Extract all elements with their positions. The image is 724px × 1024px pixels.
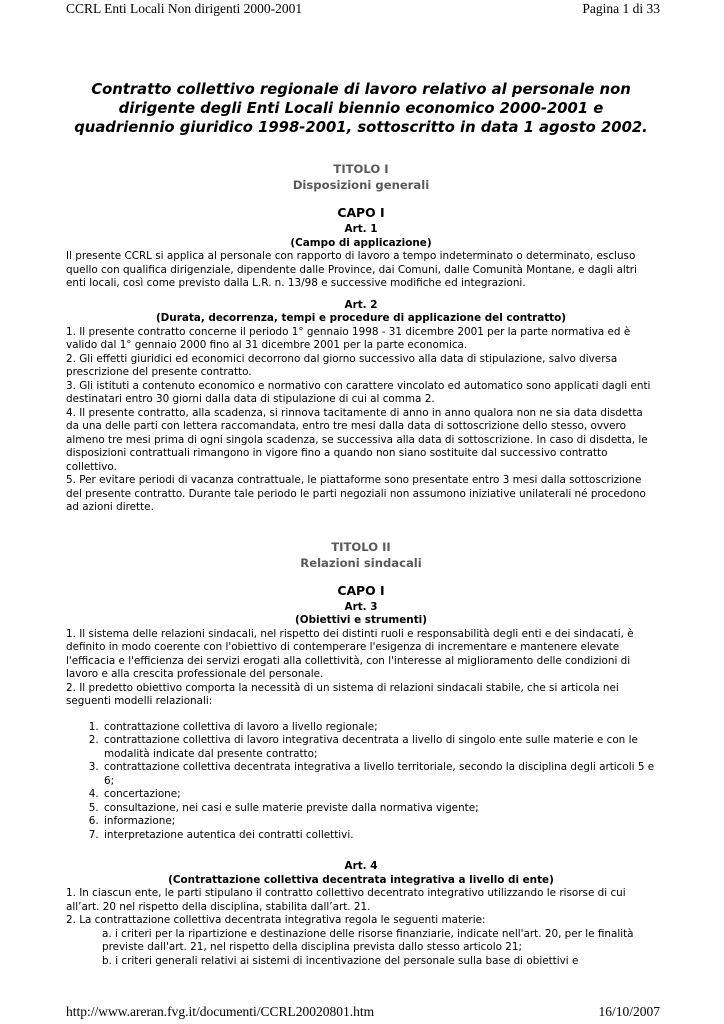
article-paragraph: Il presente CCRL si applica al personale con rapporto di lavoro a tempo indeterminato o determinato, escluso quello con qualifica dirigenziale, dipendente dalle Province, dai Comuni, dalle Comunità Montane, e dagli altri enti locali, così come previsto dalla L.R. n. 13/98 e successive modifiche ed integrazioni. — [66, 250, 637, 289]
list-item: b. i criteri generali relativi ai sistemi di incentivazione del personale sulla base di obiettivi e — [102, 954, 579, 967]
article-paragraph: 4. Il presente contratto, alla scadenza, si rinnova tacitamente di anno in anno qualora non ne sia data disdetta da una delle parti con lettera raccomandata, entro tre mesi dalla data di sottoscrizione dello stesso, ovvero almeno tre mesi prima di ogni singola scadenza, se successiva alla data di sottoscrizione. In caso di disdetta, le disposizioni contrattuali rimangono in vigore fino a quando non siano sostituite dal successivo contratto collettivo. — [66, 406, 648, 473]
list-item: 3. contrattazione collettiva decentrata integrativa a livello territoriale, secondo la disciplina degli articoli 5 e 6; — [102, 761, 656, 788]
article-title: (Obiettivi e strumenti) — [295, 614, 427, 626]
capo-heading: CAPO I — [337, 205, 385, 220]
article-paragraph: 2. La contrattazione collettiva decentrata integrativa regola le seguenti materie: — [66, 914, 486, 926]
document-title: Contratto collettivo regionale di lavoro relativo al personale non dirigente degli Enti Locali biennio economico 2000-2001 e quadriennio giuridico 1998-2001, sottoscritto in data 1 agosto 2002. — [74, 81, 648, 136]
article-paragraph: 2. Il predetto obiettivo comporta la necessità di un sistema di relazioni sindacali stabile, che si articola nei seguenti modelli relazionali: — [66, 681, 619, 707]
relational-models-list — [66, 721, 656, 843]
article-paragraph: 2. Gli effetti giuridici ed economici decorrono dal giorno successivo alla data di stipulazione, salvo diversa prescrizione del presente contratto. — [66, 352, 618, 378]
capo-heading: CAPO I — [337, 582, 385, 598]
article-title: (Durata, decorrenza, tempi e procedure di applicazione del contratto) — [155, 312, 567, 324]
article-title: (Contrattazione collettiva decentrata integrativa a livello di ente) — [168, 873, 554, 886]
article-number: Art. 4 — [344, 860, 378, 872]
list-item: 4. concertazione; — [102, 788, 656, 802]
page-number: Pagina 1 di 33 — [582, 1, 660, 16]
list-item: a. i criteri per la ripartizione e destinazione delle risorse finanziarie, indicate nell'art. 20, per le finalità previste dall'art. 21, nel rispetto della disciplina prevista dallo stesso articolo 21; — [102, 927, 634, 953]
list-item: 6. informazione; — [102, 815, 656, 829]
article-title: (Campo di applicazione) — [290, 236, 432, 249]
article-number: Art. 3 — [344, 600, 378, 613]
article-paragraph: 1. Il sistema delle relazioni sindacali, nel rispetto dei distinti ruoli e responsabilità degli enti e dei sindacati, è definito in modo coerente con l'obiettivo di contemperare l'esigenza di incrementare e mantenere elevate l'efficacia e l'efficienza dei servizi erogati alla collettività, con l'interesse al miglioramento delle condizioni di lavoro e alla crescita professionale del personale. — [66, 627, 634, 680]
article-paragraph: 3. Gli istituti a contenuto economico e normativo con carattere vincolato ed automatico sono applicati dagli enti destinatari entro 30 giorni dalla data di stipulazione di cui al comma 2. — [66, 379, 651, 405]
titolo-subtitle: Relazioni sindacali — [300, 555, 422, 570]
document-body — [66, 80, 656, 968]
titolo-heading: TITOLO II — [331, 539, 391, 554]
article-paragraph: 1. In ciascun ente, le parti stipulano il contratto collettivo decentrato integrativo utilizzando le risorse di cui all’art. 20 nel rispetto della disciplina, stabilita dall’art. 21. — [66, 887, 626, 913]
article-paragraph: 1. Il presente contratto concerne il periodo 1° gennaio 1998 - 31 dicembre 2001 per la parte normativa ed è valido dal 1° gennaio 2000 fino al 31 dicembre 2001 per la parte economica. — [66, 325, 631, 351]
article-paragraph: 5. Per evitare periodi di vacanza contrattuale, le piattaforme sono presentate entro 3 mesi dalla sottoscrizione del presente contratto. Durante tale periodo le parti negoziali non assumono iniziative unilaterali né procedono ad azioni dirette. — [66, 474, 646, 513]
list-item: 2. contrattazione collettiva di lavoro integrativa decentrata a livello di singolo ente sulle materie e con le modalità indicate dal presente contratto; — [102, 734, 656, 761]
print-date: 16/10/2007 — [598, 1004, 660, 1019]
running-header-title: CCRL Enti Locali Non dirigenti 2000-2001 — [66, 1, 303, 16]
source-url-link[interactable]: http://www.areran.fvg.it/documenti/CCRL20020801.htm — [66, 1004, 375, 1019]
list-item: 7. interpretazione autentica dei contratti collettivi. — [102, 829, 656, 843]
article-number: Art. 2 — [344, 298, 378, 311]
list-item: 5. consultazione, nei casi e sulle materie previste dalla normativa vigente; — [102, 802, 656, 816]
titolo-heading: TITOLO I — [333, 162, 389, 176]
list-item: 1. contrattazione collettiva di lavoro a livello regionale; — [102, 721, 656, 735]
titolo-subtitle: Disposizioni generali — [292, 178, 430, 192]
article-number: Art. 1 — [344, 223, 378, 235]
